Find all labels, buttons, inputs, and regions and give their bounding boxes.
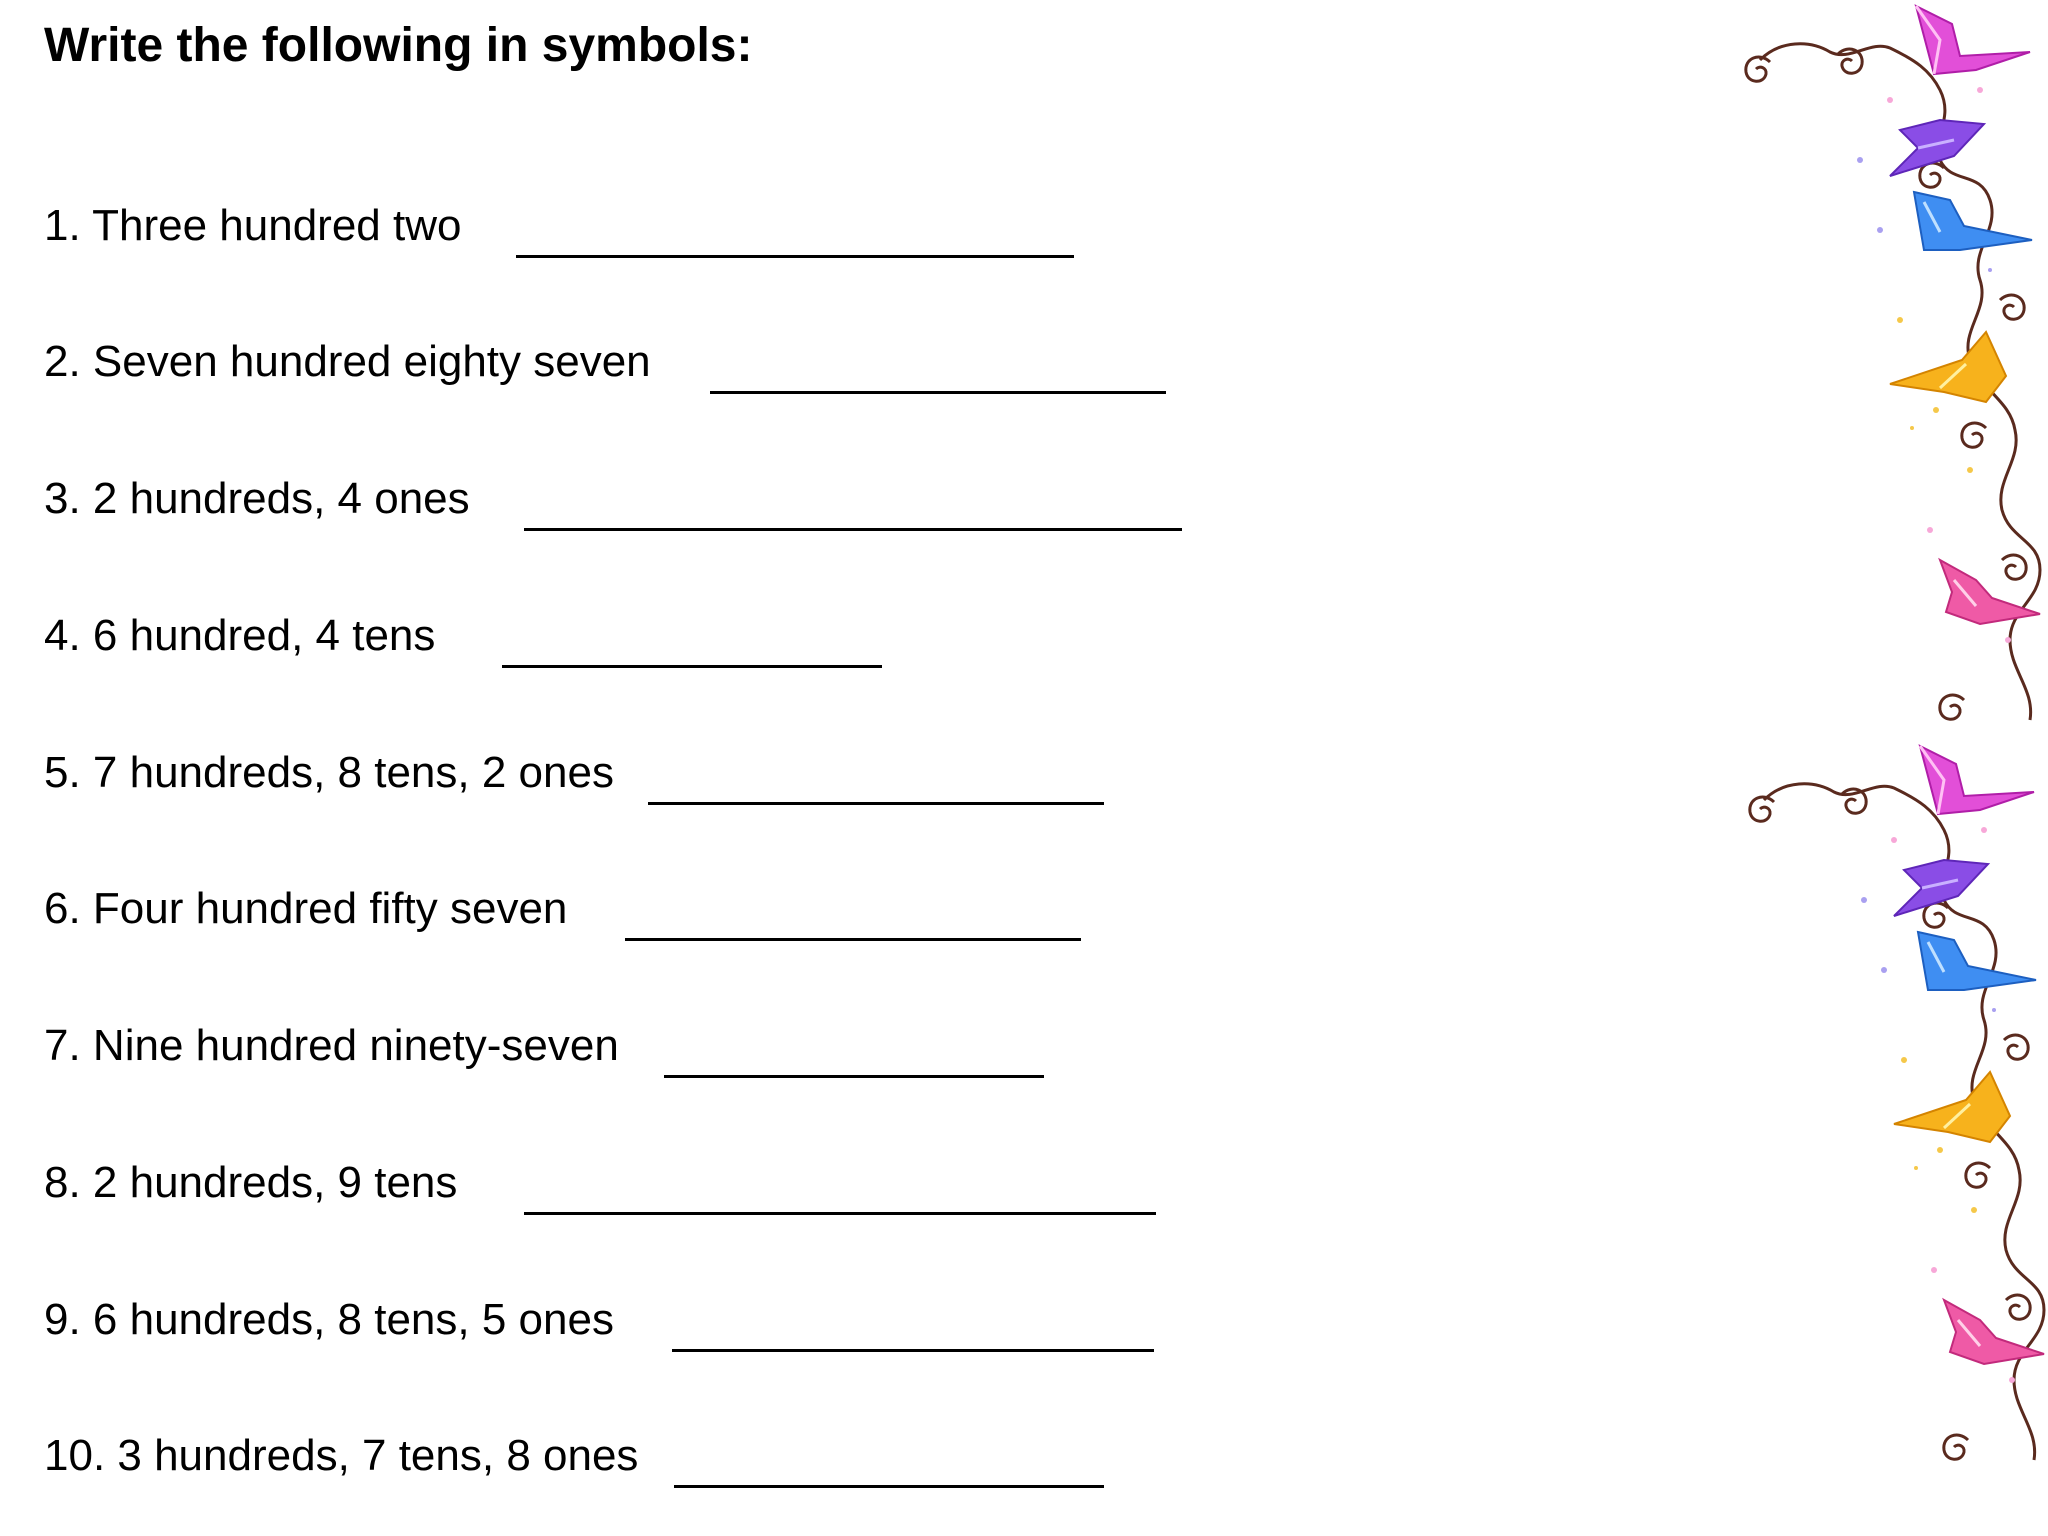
question-label: 1. Three hundred two: [44, 201, 462, 250]
question-10: [44, 1424, 1244, 1488]
worksheet-title: Write the following in symbols:: [44, 19, 753, 72]
answer-blank-7[interactable]: [664, 1014, 1044, 1078]
question-4: [44, 604, 1244, 668]
question-label: 2. Seven hundred eighty seven: [44, 337, 651, 386]
butterfly-vine-border-icon: [1740, 0, 2048, 1536]
question-label: 5. 7 hundreds, 8 tens, 2 ones: [44, 748, 614, 797]
question-2: [44, 330, 1244, 394]
question-label: 9. 6 hundreds, 8 tens, 5 ones: [44, 1295, 614, 1344]
question-8: [44, 1151, 1244, 1215]
question-label: 6. Four hundred fifty seven: [44, 884, 568, 933]
answer-blank-6[interactable]: [625, 877, 1081, 941]
question-7: [44, 1014, 1244, 1078]
question-label: 8. 2 hundreds, 9 tens: [44, 1158, 458, 1207]
answer-blank-3[interactable]: [524, 467, 1182, 531]
answer-blank-2[interactable]: [710, 330, 1166, 394]
question-9: [44, 1288, 1244, 1352]
question-3: [44, 467, 1244, 531]
question-1: [44, 194, 1244, 258]
answer-blank-4[interactable]: [502, 604, 882, 668]
answer-blank-10[interactable]: [674, 1424, 1104, 1488]
question-label: 4. 6 hundred, 4 tens: [44, 611, 436, 660]
answer-blank-1[interactable]: [516, 194, 1074, 258]
question-label: 7. Nine hundred ninety-seven: [44, 1021, 619, 1070]
answer-blank-8[interactable]: [524, 1151, 1156, 1215]
answer-blank-5[interactable]: [648, 741, 1104, 805]
question-label: 10. 3 hundreds, 7 tens, 8 ones: [44, 1431, 639, 1480]
question-label: 3. 2 hundreds, 4 ones: [44, 474, 470, 523]
question-6: [44, 877, 1244, 941]
question-5: [44, 741, 1244, 805]
answer-blank-9[interactable]: [672, 1288, 1154, 1352]
